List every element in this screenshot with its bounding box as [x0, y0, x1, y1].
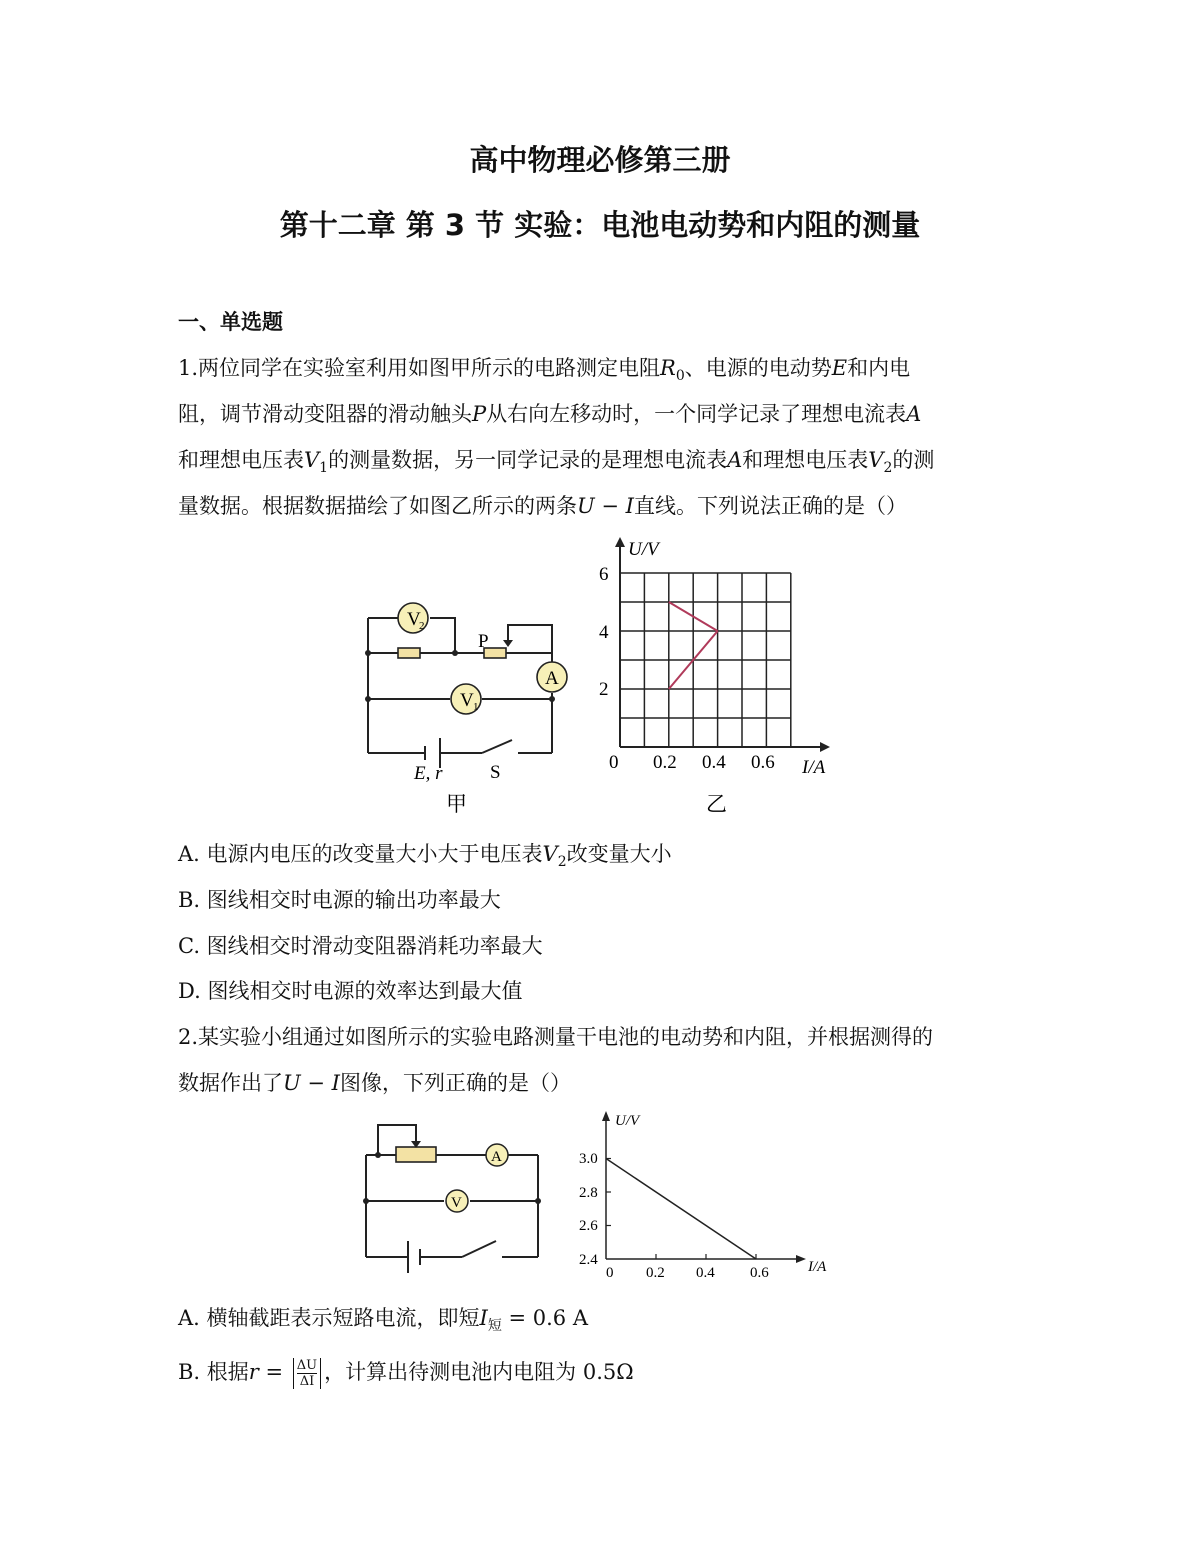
battery-label: E, r [414, 763, 443, 784]
switch-label: S [490, 762, 501, 783]
graph1-ytick: 4 [599, 622, 609, 643]
q2-option-b: B. 根据r = $\frac{\Delta U}{\Delta I}$ ，计算出待测电池内电阻为 0.5Ω [178, 1358, 634, 1389]
graph1-xtick: 0.6 [751, 752, 775, 773]
resistor-r0 [398, 648, 420, 658]
graph1-ylabel: U/V [628, 539, 659, 560]
graph1-ytick: 2 [599, 679, 609, 700]
graph2-xtick: 0.2 [646, 1265, 665, 1281]
caption-yi: 乙 [706, 792, 727, 816]
voltmeter-label: V [451, 1195, 462, 1211]
voltmeter-v1-sub: 1 [473, 701, 479, 713]
fraction: $\frac{\Delta U}{\Delta I}$ [293, 1358, 321, 1389]
graph1-xtick: 0.2 [653, 752, 677, 773]
node-dot [375, 1152, 381, 1158]
graph2-ytick: 2.6 [579, 1218, 598, 1234]
q1-line-4: 量数据。根据数据描绘了如图乙所示的两条U − I直线。下列说法正确的是（） [178, 494, 907, 518]
figure-1 [350, 535, 850, 825]
slider-arrow [503, 640, 513, 647]
q1-option-c: C. 图线相交时滑动变阻器消耗功率最大 [178, 934, 543, 958]
q2-line-1: 2.某实验小组通过如图所示的实验电路测量干电池的电动势和内阻，并根据测得的 [178, 1025, 934, 1049]
graph2-ytick: 2.4 [579, 1252, 598, 1268]
ammeter-label: A [491, 1149, 502, 1165]
graph2-xlabel: I/A [808, 1259, 827, 1275]
node-dot [365, 650, 371, 656]
graph1-xtick: 0.4 [702, 752, 726, 773]
graph-2 [579, 1111, 827, 1281]
graph2-xtick: 0.4 [696, 1265, 715, 1281]
graph1-xlabel: I/A [802, 757, 826, 778]
voltmeter-v2-label: V [407, 609, 421, 630]
figure-2 [350, 1105, 850, 1285]
q1-line-1: 1.两位同学在实验室利用如图甲所示的电路测定电阻$R_0$、电源的电动势E和内电 [178, 356, 911, 385]
page-title: 高中物理必修第三册 [469, 143, 731, 177]
series-line-1 [606, 1159, 756, 1260]
voltmeter-v1-label: V [460, 690, 474, 711]
node-dot [535, 1198, 541, 1204]
voltmeter-v2-sub: 2 [419, 620, 425, 632]
graph2-xtick: 0.6 [750, 1265, 769, 1281]
node-dot [363, 1198, 369, 1204]
q2-line-2: 数据作出了U − I图像，下列正确的是（） [178, 1071, 571, 1095]
q1-option-b: B. 图线相交时电源的输出功率最大 [178, 888, 501, 912]
q1-option-d: D. 图线相交时电源的效率达到最大值 [178, 979, 523, 1003]
graph1-ytick: 6 [599, 564, 609, 585]
slider-p-label: P [478, 631, 489, 652]
rheostat-2 [396, 1147, 436, 1162]
q2-option-a: A. 横轴截距表示短路电流，即短$I_短 = 0.6$ A [178, 1306, 588, 1335]
graph-yi [599, 537, 830, 778]
ammeter-label: A [545, 668, 559, 689]
q1-line-2: 阻，调节滑动变阻器的滑动触头P从右向左移动时，一个同学记录了理想电流表A [178, 402, 922, 426]
node-dot [549, 696, 555, 702]
page-subtitle: 第十二章 第 3 节 实验：电池电动势和内阻的测量 [279, 208, 921, 242]
section-heading: 一、单选题 [178, 310, 283, 334]
node-dot [452, 650, 458, 656]
graph1-xtick: 0 [609, 752, 619, 773]
caption-jia: 甲 [446, 792, 467, 816]
graph2-ytick: 3.0 [579, 1151, 598, 1167]
q1-line-3: 和理想电压表$V_1$的测量数据，另一同学记录的是理想电流表A和理想电压表$V_2$的测 [178, 448, 935, 477]
node-dot [365, 696, 371, 702]
graph2-ytick: 2.8 [579, 1185, 598, 1201]
graph2-ylabel: U/V [615, 1113, 640, 1129]
q1-option-a: A. 电源内电压的改变量大小大于电压表$V_2$改变量大小 [178, 842, 672, 871]
graph2-xtick: 0 [606, 1265, 614, 1281]
